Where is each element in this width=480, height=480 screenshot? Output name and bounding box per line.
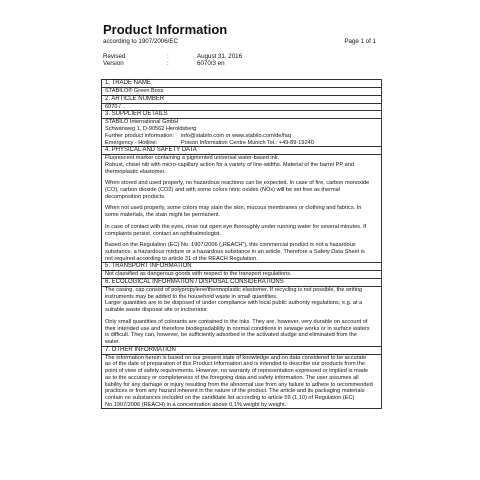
text-line: Based on the Regulation (EC) No. 1907/2006 („REACH“), this commercial product is not a hazardous [105,242,356,249]
paragraph [105,319,378,346]
article-number-value: 6070 / .. [105,103,126,110]
section-body-supplier-details [102,119,381,147]
text-line: as of the date of preparation of this Product Information and is intended to describe our products from the [105,361,365,368]
text-line: thermoplastic elastomer. [105,168,166,175]
section-heading-other-info: 7. OTHER INFORMATION [102,347,381,355]
version-label: Version [103,60,124,67]
text-line: liability for any damage or injury resulting from the abnormal use from any failure to adhere to recommended [105,381,373,388]
page-number: Page 1 of 1 [344,38,376,45]
section-body-ecological [102,287,381,347]
text-line: water. [105,338,120,345]
text-line: Fluorescent marker containing a pigmented universal water-based ink. [105,155,280,162]
information-table [101,79,382,409]
section-heading-trade-name: 1. TRADE NAME [102,80,381,88]
revised-separator: : [167,53,169,60]
text-line: The casing, cap consist of polypropylene/thermoplastic elastomer. If recycling is not possible, the writing [105,287,363,294]
version-row [103,60,225,68]
version-value: 6070/3 en [197,60,225,67]
text-line: practices or from any hazard inherent in the nature of the product. The article and its packaging materials [105,388,365,395]
supplier-info-label: Further product information: [105,132,175,139]
text-line: contain no substances included on the candidate list according to article 59 (1,10) of Regulation (EC) [105,394,355,401]
section-heading-physical-safety: 4. PHYSICAL AND SAFETY DATA [102,147,381,155]
text-line: point of view of safety requirements. However, no warranty of representation expressed or implied is made [105,368,369,375]
text-line: suitable waste disposal site or incinerator. [105,307,209,314]
text-line: instruments may be added to the household waste in small quantities. [105,293,278,300]
paragraph [105,180,378,200]
section-body-article-number [102,104,381,112]
paragraph [105,287,378,314]
text-line: their intended use and therefore biodegradability in normal conditions in sewage works or in surface waters [105,325,370,332]
supplier-hotline-row [105,140,378,147]
text-line: Larger quantities are to be disposed of under compliance with local public authority regulations, e.g. at a [105,300,363,307]
supplier-info-value: info@stabilo.com or www.stabilo.com/de/faq [181,132,291,139]
supplier-hotline-label: Emergency - Hotline: [105,139,158,146]
section-body-physical-safety [102,155,381,263]
supplier-address: Schwanweg 1, D-90562 Heroldsberg [105,126,197,133]
text-line: Robust, chisel nib with micro-capillary action for a variety of line-widths. Material of the barrel PP and [105,161,354,168]
section-heading-supplier-details: 3. SUPPLIER DETAILS [102,111,381,119]
text-line: Not classified as dangerous goods with respect to the transport regulations. [105,271,292,278]
text-line: In case of contact with the eyes, rinse out open eye thoroughly under running water for several minutes. If [105,223,367,230]
section-body-transport [102,271,381,279]
text-line: not required according to article 31 of the REACH Regulation. [105,255,258,262]
document-title: Product Information [103,22,228,37]
text-line: When not used properly, some colors may stain the skin, mucous membranes or clothing and fabrics. In [105,205,362,212]
section-body-trade-name [102,88,381,96]
supplier-hotline-value: Poison Information Centre Munich Tel.: +49-89-19240 [181,139,314,146]
revised-label: Revised [103,53,126,60]
text-line: When stored and used properly, no hazardous reactions can be expected. In case of fire, carbon monoxide [105,180,370,187]
document-subtitle: according to 1907/2006/EC [103,38,178,45]
text-line: (CO), carbon dioxide (CO2) and with some colors nitric oxides (NOx) will be set free as thermal [105,187,341,194]
paragraph [105,205,378,218]
paragraph [105,224,378,237]
text-line: No.1907/2006 (REACH) in a concentration above 0,1% weight by weight. [105,401,287,408]
paragraph [105,242,378,262]
section-heading-article-number: 2. ARTICLE NUMBER [102,96,381,104]
paragraph [105,155,378,175]
version-separator: : [167,60,169,67]
text-line: The information herein is based on our present state of knowledge and on data considered to be accurate [105,354,367,361]
section-heading-ecological: 6. ECOLOGICAL INFORMATION / DISPOSAL CONSIDERATIONS [102,279,381,287]
text-line: decomposition products. [105,193,166,200]
revised-value: August 31, 2016 [197,53,243,60]
text-line: Only small quantities of colorants are contained in the inks. They are, however, very durable on account of [105,318,368,325]
text-line: complaints persist, contact an ophthalmologist. [105,230,221,237]
text-line: as to the accuracy or completeness of the foregoing data and safety information. The user assumes all [105,374,359,381]
section-body-other-info [102,355,381,409]
text-line: some materials, the stain might be permanent. [105,212,221,219]
supplier-info-row [105,133,378,140]
text-line: is difficult. They can, however, be sufficiently adsorbed in the activated sludge and eliminated from the [105,332,357,339]
trade-name-value: STABILO® Green Boss [105,88,164,94]
text-line: substance, a hazardous mixture or a hazardous substance in an article. Therefore a Safety Data Sheet is [105,248,365,255]
supplier-name: STABILO International GmbH [105,119,179,126]
section-heading-transport: 5. TRANSPORT INFORMATION [102,263,381,271]
